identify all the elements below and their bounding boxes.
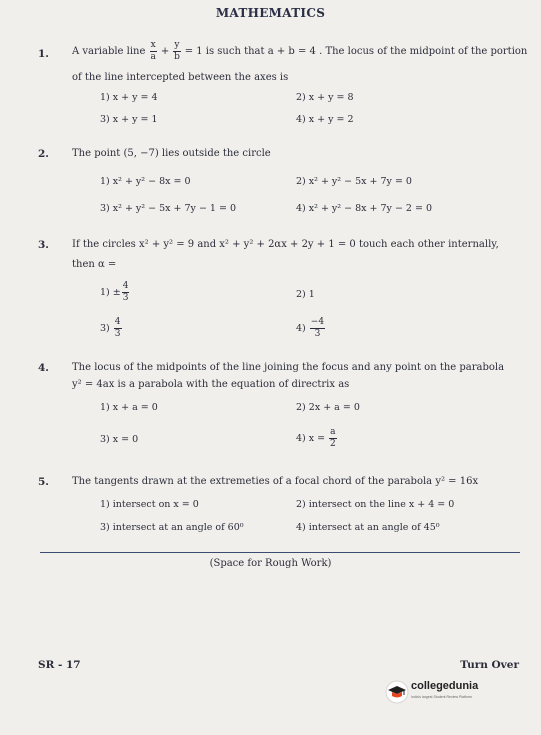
q2-option-2: 2) x² + y² − 5x + 7y = 0 <box>296 176 412 187</box>
q5-option-2: 2) intersect on the line x + 4 = 0 <box>296 499 455 510</box>
question-2-text: The point (5, −7) lies outside the circle <box>72 148 271 159</box>
logo-tagline: India's largest Student Review Platform <box>411 695 472 699</box>
collegedunia-logo <box>385 676 515 712</box>
q1-option-1: 1) x + y = 4 <box>100 92 158 103</box>
q3-option-1 <box>100 282 130 303</box>
q4-option-2: 2) 2x + a = 0 <box>296 402 360 413</box>
question-5-text: The tangents drawn at the extremeties of a focal chord of the parabola y² = 16x <box>72 476 479 487</box>
q1-frac1-num: x <box>150 40 156 50</box>
q3-opt3-num: 4 <box>114 317 121 327</box>
q3-opt1-prefix: 1) ± <box>100 287 121 298</box>
q1-plus: + <box>157 46 173 57</box>
q1-frac1-den: a <box>150 52 156 62</box>
q3-opt1-fraction <box>122 282 130 303</box>
q1-option-3: 3) x + y = 1 <box>100 114 158 125</box>
q1-frac2-num: y <box>174 40 180 50</box>
rough-work-label: (Space for Rough Work) <box>209 558 332 569</box>
q5-option-1: 1) intersect on x = 0 <box>100 499 199 510</box>
divider-rule <box>40 552 520 553</box>
q1-text-b: = 1 is such that a + b = 4 . The locus of the midpoint of the portion <box>181 46 528 57</box>
question-4-number: 4. <box>38 362 49 374</box>
paper-code: SR - 17 <box>38 659 81 671</box>
q3-option-2: 2) 1 <box>296 289 315 300</box>
question-5-number: 5. <box>38 476 49 488</box>
q4-opt4-prefix: 4) x = <box>296 433 329 444</box>
q4-option-3: 3) x = 0 <box>100 434 139 445</box>
q1-frac2-den: b <box>174 52 180 62</box>
page-title: MATHEMATICS <box>215 6 326 20</box>
q3-opt4-prefix: 4) <box>296 323 306 334</box>
q4-option-1: 1) x + a = 0 <box>100 402 158 413</box>
q4-option-4 <box>296 428 338 449</box>
graduation-cap-icon <box>385 680 409 704</box>
q3-opt4-num: −4 <box>310 317 325 327</box>
logo-wordmark: collegedunia <box>411 680 479 692</box>
question-1-text-cont: of the line intercepted between the axes is <box>72 72 289 83</box>
q4-opt4-num: a <box>330 427 336 437</box>
question-4-text-cont: y² = 4ax is a parabola with the equation of directrix as <box>72 379 350 390</box>
question-3-text: If the circles x² + y² = 9 and x² + y² + 2αx + 2y + 1 = 0 touch each other internally, <box>72 239 499 250</box>
question-3-text-cont: then α = <box>72 259 117 270</box>
question-1-number: 1. <box>38 48 49 60</box>
q1-fraction-x-over-a <box>150 41 157 62</box>
q5-option-4: 4) intersect at an angle of 45⁰ <box>296 522 440 533</box>
question-4-text: The locus of the midpoints of the line joining the focus and any point on the parabola <box>72 362 505 373</box>
q3-opt3-fraction <box>114 318 122 339</box>
q3-opt4-den: 3 <box>314 329 321 339</box>
q2-option-4: 4) x² + y² − 8x + 7y − 2 = 0 <box>296 203 433 214</box>
q3-opt4-fraction <box>310 318 325 339</box>
q1-option-4: 4) x + y = 2 <box>296 114 354 125</box>
q1-option-2: 2) x + y = 8 <box>296 92 354 103</box>
q2-option-3: 3) x² + y² − 5x + 7y − 1 = 0 <box>100 203 237 214</box>
q3-opt1-num: 4 <box>122 281 129 291</box>
q4-opt4-fraction <box>329 428 336 449</box>
turn-over-label: Turn Over <box>460 659 519 671</box>
q4-opt4-den: 2 <box>329 439 336 449</box>
question-3-number: 3. <box>38 239 49 251</box>
q5-option-3: 3) intersect at an angle of 60⁰ <box>100 522 244 533</box>
q1-fraction-y-over-b <box>173 41 180 62</box>
q3-opt1-den: 3 <box>122 293 129 303</box>
q3-opt3-prefix: 3) <box>100 323 110 334</box>
question-2-number: 2. <box>38 148 49 160</box>
q3-opt3-den: 3 <box>114 329 121 339</box>
q1-text-a: A variable line <box>72 46 149 57</box>
q2-option-1: 1) x² + y² − 8x = 0 <box>100 176 191 187</box>
question-1-text <box>72 41 532 62</box>
q3-option-3 <box>100 318 123 339</box>
q3-option-4 <box>296 318 326 339</box>
